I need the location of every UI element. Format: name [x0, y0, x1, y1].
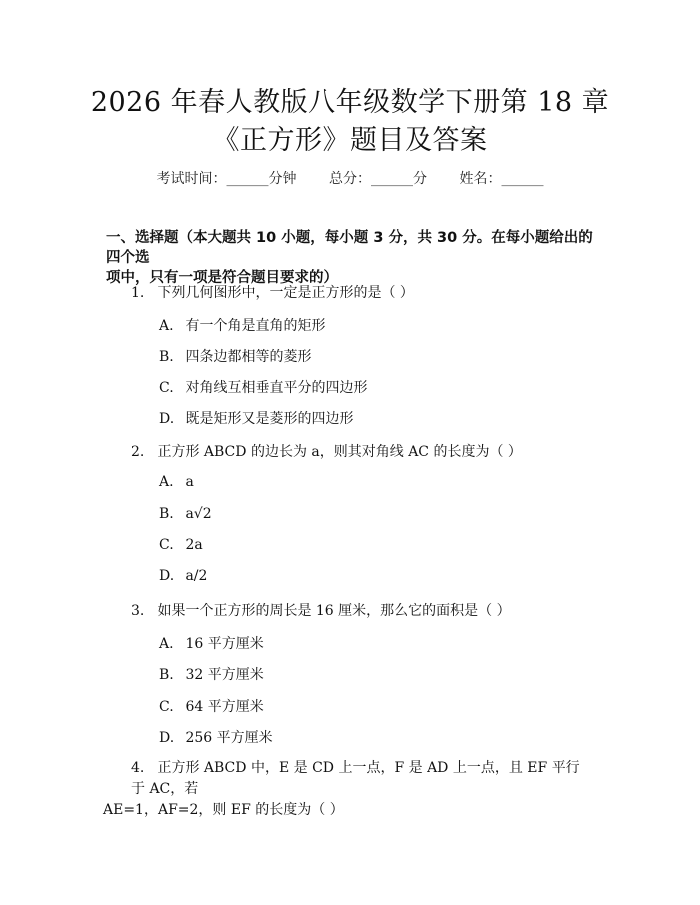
option-letter: B.	[159, 506, 174, 522]
question-2	[131, 441, 522, 461]
question-2-option-a	[159, 474, 194, 490]
section-header	[106, 228, 606, 288]
question-number: 2.	[131, 444, 145, 460]
student-name-field: 姓名：______	[459, 171, 544, 187]
option-text: 2a	[185, 537, 203, 553]
document-title-line2: 《正方形》题目及答案	[212, 125, 488, 156]
option-letter: D.	[159, 568, 175, 584]
option-text: a	[185, 474, 194, 490]
question-2-option-c	[159, 537, 203, 553]
option-text: 四条边都相等的菱形	[185, 349, 312, 365]
section-header-line2: 项中，只有一项是符合题目要求的）	[106, 270, 338, 286]
question-text: 如果一个正方形的周长是 16 厘米，那么它的面积是（ ）	[157, 603, 511, 619]
option-letter: C.	[159, 380, 174, 396]
option-letter: C.	[159, 699, 174, 715]
option-letter: D.	[159, 411, 175, 427]
question-1-option-a	[159, 315, 325, 335]
document-title-line1: 2026 年春人教版八年级数学下册第 18 章	[90, 87, 610, 118]
question-1-option-d	[159, 408, 353, 428]
question-1-option-c	[159, 377, 367, 397]
question-4	[103, 758, 583, 821]
option-letter: B.	[159, 667, 174, 683]
question-text: 下列几何图形中，一定是正方形的是（ ）	[157, 285, 414, 301]
question-text-line1: 正方形 ABCD 中，E 是 CD 上一点，F 是 AD 上一点，且 EF 平行于 AC，若	[131, 760, 580, 797]
option-text: 有一个角是直角的矩形	[185, 318, 326, 334]
question-3	[131, 600, 511, 620]
question-text: 正方形 ABCD 的边长为 a，则其对角线 AC 的长度为（ ）	[157, 444, 522, 460]
option-letter: C.	[159, 537, 174, 553]
exam-time-field: 考试时间：______分钟	[156, 171, 297, 187]
option-letter: A.	[159, 318, 174, 334]
question-number: 4.	[131, 760, 145, 776]
option-text: 既是矩形又是菱形的四边形	[185, 411, 354, 427]
option-text: a/2	[185, 568, 208, 584]
option-text: 64 平方厘米	[185, 699, 264, 715]
total-score-field: 总分：______分	[329, 171, 427, 187]
question-2-option-d	[159, 568, 207, 584]
question-3-option-c	[159, 696, 264, 716]
option-text: 16 平方厘米	[185, 636, 264, 652]
option-text: a√2	[185, 506, 212, 522]
exam-info	[0, 168, 700, 188]
option-text: 32 平方厘米	[185, 667, 264, 683]
option-letter: A.	[159, 636, 174, 652]
question-3-option-d	[159, 727, 273, 747]
question-3-option-b	[159, 664, 264, 684]
question-number: 1.	[131, 285, 145, 301]
option-letter: D.	[159, 730, 175, 746]
question-1-option-b	[159, 346, 311, 366]
question-number: 3.	[131, 603, 145, 619]
question-2-option-b	[159, 506, 212, 522]
question-1	[131, 282, 414, 302]
option-letter: A.	[159, 474, 174, 490]
question-3-option-a	[159, 633, 264, 653]
option-letter: B.	[159, 349, 174, 365]
section-header-line1: 一、选择题（本大题共 10 小题，每小题 3 分，共 30 分。在每小题给出的四个选	[106, 230, 593, 266]
option-text: 256 平方厘米	[185, 730, 273, 746]
option-text: 对角线互相垂直平分的四边形	[185, 380, 368, 396]
question-text-line2: AE=1，AF=2，则 EF 的长度为（ ）	[103, 802, 344, 818]
